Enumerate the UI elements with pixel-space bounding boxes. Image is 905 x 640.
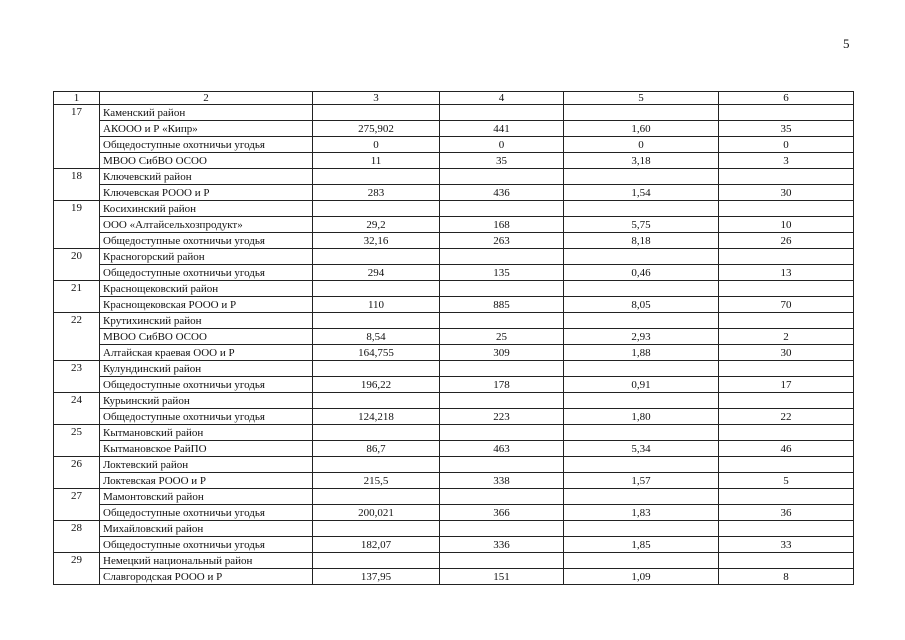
empty-cell xyxy=(313,169,440,185)
density-value: 5,75 xyxy=(564,217,719,233)
count-value: 135 xyxy=(440,265,564,281)
column-header: 6 xyxy=(719,92,854,105)
organization-name: Общедоступные охотничьи угодья xyxy=(100,409,313,425)
table-row xyxy=(54,265,854,281)
table-row xyxy=(54,121,854,137)
count-value: 35 xyxy=(440,153,564,169)
row-number: 21 xyxy=(54,281,100,313)
empty-cell xyxy=(564,249,719,265)
density-value: 1,54 xyxy=(564,185,719,201)
district-row xyxy=(54,201,854,217)
organization-name: Общедоступные охотничьи угодья xyxy=(100,137,313,153)
density-value: 1,60 xyxy=(564,121,719,137)
district-row xyxy=(54,521,854,537)
organization-name: ООО «Алтайсельхозпродукт» xyxy=(100,217,313,233)
quota-value: 35 xyxy=(719,121,854,137)
area-value: 0 xyxy=(313,137,440,153)
organization-name: Общедоступные охотничьи угодья xyxy=(100,377,313,393)
column-header-row xyxy=(54,92,854,105)
organization-name: Ключевская РООО и Р xyxy=(100,185,313,201)
district-row xyxy=(54,425,854,441)
hunting-grounds-table xyxy=(53,91,854,585)
organization-name: Общедоступные охотничьи угодья xyxy=(100,265,313,281)
district-row xyxy=(54,457,854,473)
quota-value: 5 xyxy=(719,473,854,489)
empty-cell xyxy=(313,393,440,409)
row-number: 19 xyxy=(54,201,100,249)
district-row xyxy=(54,281,854,297)
empty-cell xyxy=(564,521,719,537)
empty-cell xyxy=(564,169,719,185)
empty-cell xyxy=(440,169,564,185)
density-value: 1,57 xyxy=(564,473,719,489)
empty-cell xyxy=(719,105,854,121)
density-value: 1,88 xyxy=(564,345,719,361)
district-row xyxy=(54,393,854,409)
quota-value: 8 xyxy=(719,569,854,585)
empty-cell xyxy=(313,489,440,505)
row-number: 29 xyxy=(54,553,100,585)
organization-name: Общедоступные охотничьи угодья xyxy=(100,537,313,553)
count-value: 0 xyxy=(440,137,564,153)
empty-cell xyxy=(313,249,440,265)
empty-cell xyxy=(564,201,719,217)
district-name: Курьинский район xyxy=(100,393,313,409)
district-name: Красногорский район xyxy=(100,249,313,265)
empty-cell xyxy=(313,553,440,569)
empty-cell xyxy=(719,249,854,265)
district-row xyxy=(54,489,854,505)
quota-value: 22 xyxy=(719,409,854,425)
count-value: 309 xyxy=(440,345,564,361)
empty-cell xyxy=(440,393,564,409)
quota-value: 3 xyxy=(719,153,854,169)
table-row xyxy=(54,569,854,585)
organization-name: МВОО СибВО ОСОО xyxy=(100,153,313,169)
row-number: 18 xyxy=(54,169,100,201)
row-number: 20 xyxy=(54,249,100,281)
empty-cell xyxy=(564,393,719,409)
district-row xyxy=(54,361,854,377)
empty-cell xyxy=(719,281,854,297)
row-number: 27 xyxy=(54,489,100,521)
area-value: 124,218 xyxy=(313,409,440,425)
area-value: 164,755 xyxy=(313,345,440,361)
empty-cell xyxy=(719,425,854,441)
empty-cell xyxy=(719,457,854,473)
page-number: 5 xyxy=(843,36,850,51)
table-row xyxy=(54,217,854,233)
density-value: 8,18 xyxy=(564,233,719,249)
density-value: 5,34 xyxy=(564,441,719,457)
empty-cell xyxy=(440,489,564,505)
table-row xyxy=(54,297,854,313)
table-row xyxy=(54,377,854,393)
empty-cell xyxy=(564,489,719,505)
area-value: 196,22 xyxy=(313,377,440,393)
quota-value: 13 xyxy=(719,265,854,281)
count-value: 463 xyxy=(440,441,564,457)
empty-cell xyxy=(313,521,440,537)
district-row xyxy=(54,169,854,185)
empty-cell xyxy=(564,553,719,569)
table-row xyxy=(54,233,854,249)
empty-cell xyxy=(313,425,440,441)
column-header: 1 xyxy=(54,92,100,105)
table-row xyxy=(54,345,854,361)
area-value: 86,7 xyxy=(313,441,440,457)
table-body xyxy=(54,92,854,585)
organization-name: МВОО СибВО ОСОО xyxy=(100,329,313,345)
count-value: 25 xyxy=(440,329,564,345)
empty-cell xyxy=(440,105,564,121)
table-row xyxy=(54,409,854,425)
district-name: Михайловский район xyxy=(100,521,313,537)
empty-cell xyxy=(564,361,719,377)
table-row xyxy=(54,441,854,457)
density-value: 1,85 xyxy=(564,537,719,553)
district-row xyxy=(54,553,854,569)
empty-cell xyxy=(313,457,440,473)
quota-value: 26 xyxy=(719,233,854,249)
density-value: 1,80 xyxy=(564,409,719,425)
area-value: 215,5 xyxy=(313,473,440,489)
empty-cell xyxy=(440,457,564,473)
empty-cell xyxy=(719,201,854,217)
table-row xyxy=(54,329,854,345)
density-value: 8,05 xyxy=(564,297,719,313)
empty-cell xyxy=(440,361,564,377)
empty-cell xyxy=(440,313,564,329)
organization-name: Общедоступные охотничьи угодья xyxy=(100,233,313,249)
area-value: 11 xyxy=(313,153,440,169)
row-number: 23 xyxy=(54,361,100,393)
density-value: 0,46 xyxy=(564,265,719,281)
empty-cell xyxy=(313,201,440,217)
density-value: 3,18 xyxy=(564,153,719,169)
organization-name: Краснощековская РООО и Р xyxy=(100,297,313,313)
area-value: 200,021 xyxy=(313,505,440,521)
quota-value: 30 xyxy=(719,345,854,361)
empty-cell xyxy=(440,201,564,217)
density-value: 1,09 xyxy=(564,569,719,585)
empty-cell xyxy=(719,521,854,537)
organization-name: Локтевская РООО и Р xyxy=(100,473,313,489)
empty-cell xyxy=(719,393,854,409)
empty-cell xyxy=(719,361,854,377)
quota-value: 0 xyxy=(719,137,854,153)
empty-cell xyxy=(313,105,440,121)
district-name: Мамонтовский район xyxy=(100,489,313,505)
density-value: 0,91 xyxy=(564,377,719,393)
area-value: 110 xyxy=(313,297,440,313)
organization-name: Общедоступные охотничьи угодья xyxy=(100,505,313,521)
row-number: 28 xyxy=(54,521,100,553)
count-value: 178 xyxy=(440,377,564,393)
table-row xyxy=(54,185,854,201)
column-header: 4 xyxy=(440,92,564,105)
empty-cell xyxy=(440,249,564,265)
column-header: 2 xyxy=(100,92,313,105)
table-row xyxy=(54,137,854,153)
quota-value: 2 xyxy=(719,329,854,345)
district-name: Каменский район xyxy=(100,105,313,121)
empty-cell xyxy=(313,281,440,297)
table-row xyxy=(54,505,854,521)
quota-value: 70 xyxy=(719,297,854,313)
count-value: 336 xyxy=(440,537,564,553)
empty-cell xyxy=(719,489,854,505)
district-row xyxy=(54,313,854,329)
empty-cell xyxy=(564,313,719,329)
density-value: 2,93 xyxy=(564,329,719,345)
empty-cell xyxy=(564,105,719,121)
district-row xyxy=(54,249,854,265)
count-value: 885 xyxy=(440,297,564,313)
empty-cell xyxy=(440,521,564,537)
table-row xyxy=(54,537,854,553)
empty-cell xyxy=(313,313,440,329)
district-name: Кулундинский район xyxy=(100,361,313,377)
quota-value: 30 xyxy=(719,185,854,201)
row-number: 26 xyxy=(54,457,100,489)
empty-cell xyxy=(564,281,719,297)
quota-value: 17 xyxy=(719,377,854,393)
area-value: 32,16 xyxy=(313,233,440,249)
organization-name: Кытмановское РайПО xyxy=(100,441,313,457)
district-name: Крутихинский район xyxy=(100,313,313,329)
row-number: 24 xyxy=(54,393,100,425)
district-name: Краснощековский район xyxy=(100,281,313,297)
empty-cell xyxy=(440,281,564,297)
quota-value: 33 xyxy=(719,537,854,553)
count-value: 338 xyxy=(440,473,564,489)
column-header: 5 xyxy=(564,92,719,105)
count-value: 366 xyxy=(440,505,564,521)
organization-name: АКООО и Р «Кипр» xyxy=(100,121,313,137)
empty-cell xyxy=(719,169,854,185)
count-value: 441 xyxy=(440,121,564,137)
row-number: 17 xyxy=(54,105,100,169)
district-row xyxy=(54,105,854,121)
district-name: Ключевский район xyxy=(100,169,313,185)
quota-value: 10 xyxy=(719,217,854,233)
count-value: 168 xyxy=(440,217,564,233)
count-value: 223 xyxy=(440,409,564,425)
count-value: 263 xyxy=(440,233,564,249)
organization-name: Алтайская краевая ООО и Р xyxy=(100,345,313,361)
density-value: 0 xyxy=(564,137,719,153)
area-value: 294 xyxy=(313,265,440,281)
count-value: 436 xyxy=(440,185,564,201)
density-value: 1,83 xyxy=(564,505,719,521)
organization-name: Славгородская РООО и Р xyxy=(100,569,313,585)
area-value: 29,2 xyxy=(313,217,440,233)
empty-cell xyxy=(719,553,854,569)
empty-cell xyxy=(440,425,564,441)
area-value: 8,54 xyxy=(313,329,440,345)
table-row xyxy=(54,153,854,169)
empty-cell xyxy=(719,313,854,329)
empty-cell xyxy=(564,457,719,473)
district-name: Кытмановский район xyxy=(100,425,313,441)
area-value: 182,07 xyxy=(313,537,440,553)
district-name: Немецкий национальный район xyxy=(100,553,313,569)
empty-cell xyxy=(440,553,564,569)
row-number: 25 xyxy=(54,425,100,457)
row-number: 22 xyxy=(54,313,100,361)
quota-value: 46 xyxy=(719,441,854,457)
empty-cell xyxy=(313,361,440,377)
table-row xyxy=(54,473,854,489)
district-name: Косихинский район xyxy=(100,201,313,217)
count-value: 151 xyxy=(440,569,564,585)
quota-value: 36 xyxy=(719,505,854,521)
empty-cell xyxy=(564,425,719,441)
area-value: 137,95 xyxy=(313,569,440,585)
column-header: 3 xyxy=(313,92,440,105)
area-value: 275,902 xyxy=(313,121,440,137)
area-value: 283 xyxy=(313,185,440,201)
district-name: Локтевский район xyxy=(100,457,313,473)
